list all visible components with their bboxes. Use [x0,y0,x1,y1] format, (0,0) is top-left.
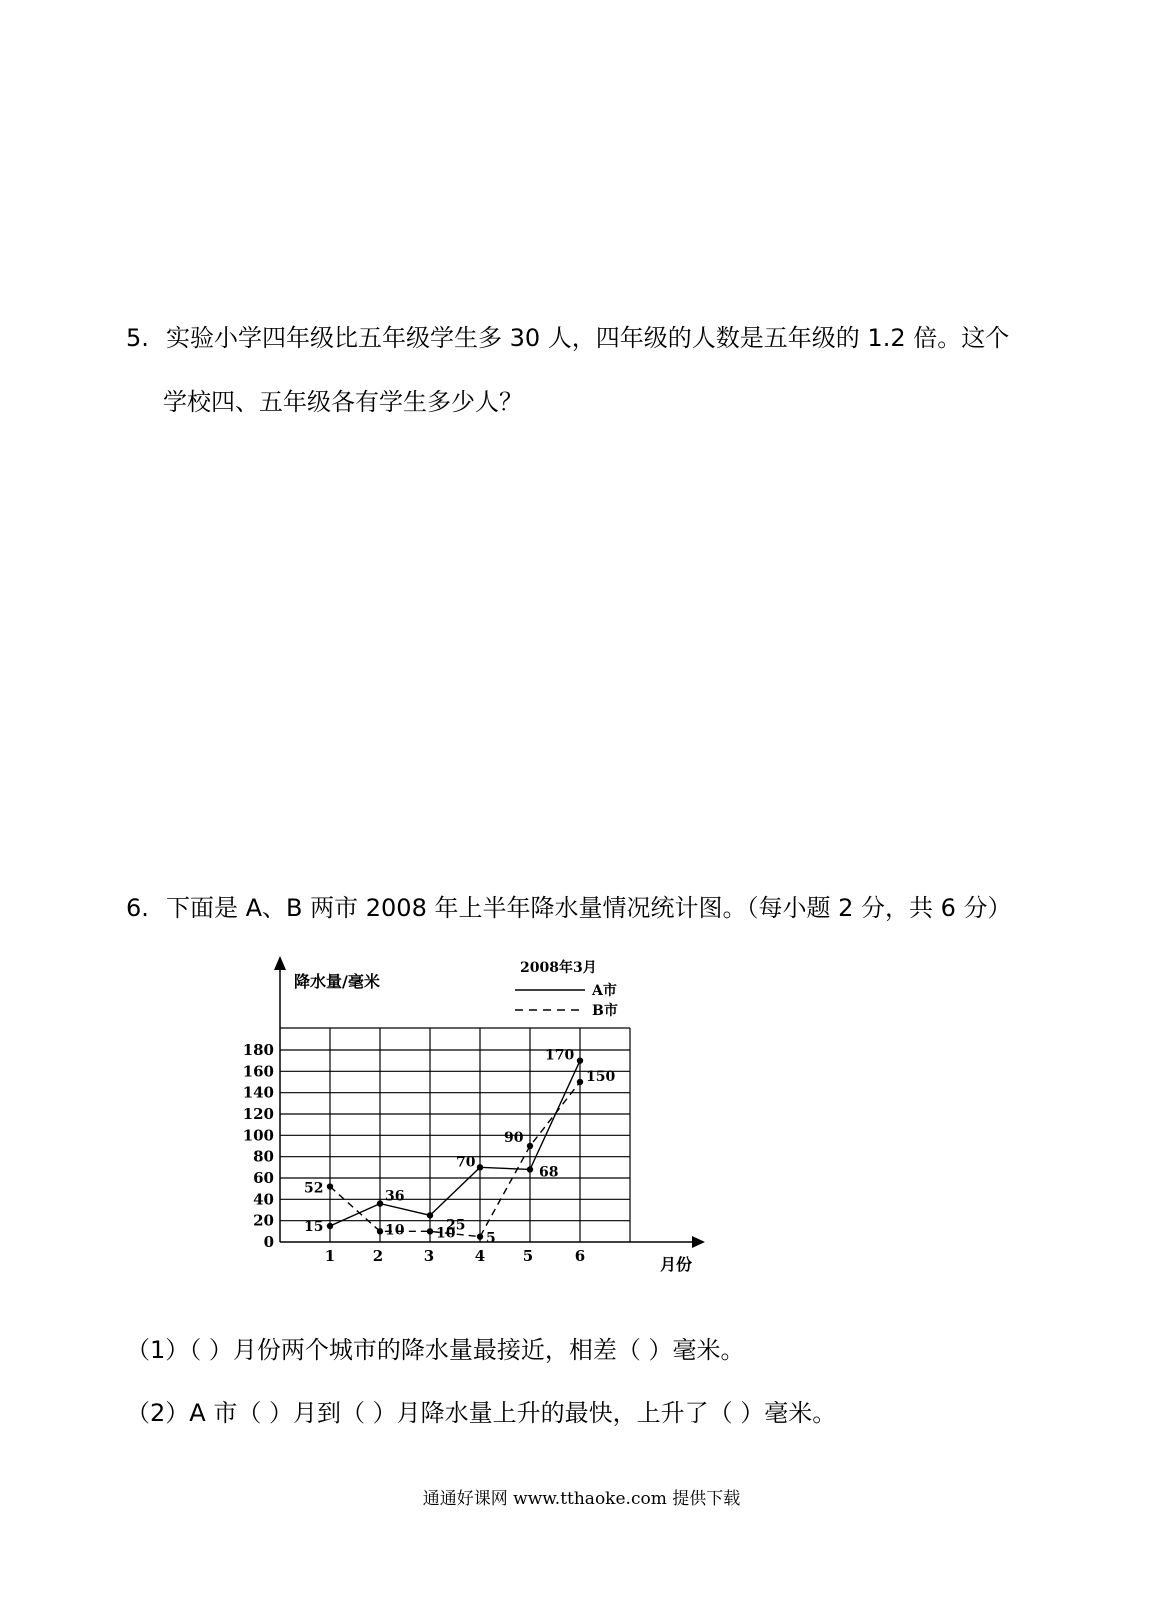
series-a-point [427,1212,433,1218]
series-a-data-label: 70 [456,1154,476,1171]
y-tick-label: 160 [242,1062,274,1081]
series-a-data-label: 170 [545,1047,575,1064]
series-b-data-label: 5 [486,1230,496,1247]
chart-series [327,1057,583,1242]
question-5-number: 5. [126,324,149,352]
chart-title: 2008年3月 [520,960,597,976]
series-a-point [327,1223,333,1229]
y-tick-label: 20 [253,1211,274,1230]
series-a-data-label: 68 [539,1164,559,1181]
question-5-line-1 [126,323,1009,353]
precipitation-line-chart [230,950,750,1310]
series-b-point [377,1228,383,1234]
series-b-data-label: 52 [304,1180,324,1197]
x-tick-label: 1 [324,1247,336,1265]
y-tick-label: 140 [242,1083,274,1102]
y-tick-label: 100 [242,1126,274,1145]
series-b-point [577,1079,583,1085]
chart-legend [515,982,618,1019]
series-b-line [330,1082,580,1237]
question-6-sub-1: （1）（ ）月份两个城市的降水量最接近，相差（ ）毫米。 [126,1336,745,1364]
chart-y-axis-label: 降水量/毫米 [294,972,380,991]
y-axis-arrow [274,956,286,970]
chart-axes [274,956,705,1248]
question-5-text-1: 实验小学四年级比五年级学生多 30 人，四年级的人数是五年级的 1.2 倍。这个 [166,324,1010,352]
y-tick-label: 120 [242,1105,274,1123]
x-tick-label: 5 [522,1247,534,1265]
series-b-data-label: 90 [504,1130,524,1146]
x-tick-label: 6 [574,1247,586,1265]
series-b-point [327,1183,333,1189]
x-tick-label: 3 [423,1247,435,1265]
question-6-number: 6. [126,894,149,922]
y-tick-label: 0 [263,1233,274,1251]
series-b-data-label: 10 [436,1225,456,1242]
question-6-line [126,893,1012,923]
series-b-point [527,1143,533,1149]
question-5-line-2: 学校四、五年级各有学生多少人？ [163,388,523,416]
x-tick-label: 2 [372,1247,384,1265]
y-tick-label: 80 [253,1147,274,1166]
y-tick-label: 180 [242,1041,274,1059]
chart-x-axis-label: 月份 [660,1255,693,1274]
series-a-point [477,1164,483,1170]
series-b-data-label: 10 [385,1222,405,1239]
footer-credit: 通通好课网 www.tthaoke.com 提供下载 [422,1489,741,1509]
series-b-data-label: 150 [586,1069,616,1085]
series-a-point [527,1166,533,1172]
question-6-sub-2: （2）A 市（ ）月到（ ）月降水量上升的最快，上升了（ ）毫米。 [126,1399,837,1427]
x-axis-arrow [692,1236,705,1248]
series-b-point [477,1233,483,1239]
series-a-data-label: 36 [385,1188,405,1205]
series-b-point [427,1228,433,1234]
question-6-text: 下面是 A、B 两市 2008 年上半年降水量情况统计图。（每小题 2 分，共 6 分） [166,894,1012,922]
x-tick-label: 4 [474,1247,486,1265]
series-a-data-label: 15 [304,1219,324,1235]
y-tick-label: 40 [253,1190,274,1209]
legend-label-b: B市 [592,1003,618,1019]
y-tick-label: 60 [253,1169,274,1187]
series-a-data-label: 25 [446,1217,466,1234]
legend-label-a: A市 [592,983,617,999]
series-a-point [377,1200,383,1206]
series-a-point [577,1057,583,1063]
series-a-line [330,1061,580,1226]
